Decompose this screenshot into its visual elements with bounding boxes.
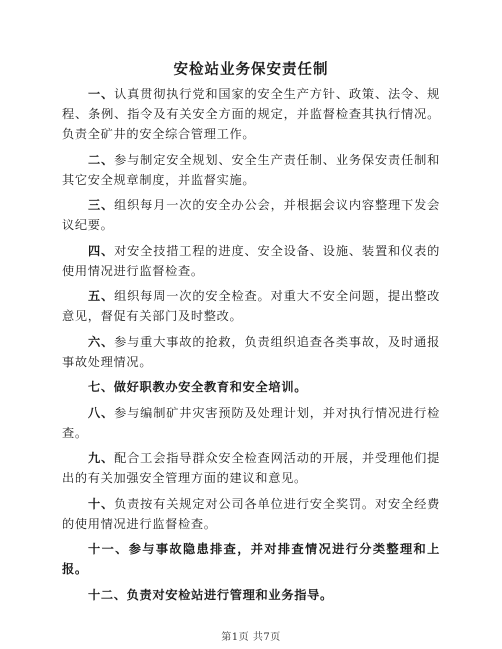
clause-number: 十二、 bbox=[88, 587, 127, 602]
clause-number: 十一、 bbox=[88, 542, 129, 556]
clause-4 bbox=[62, 241, 440, 281]
clause-text: 参与编制矿井灾害预防及处理计划，并对执行情况进行检查。 bbox=[62, 405, 441, 440]
clause-number: 十、 bbox=[88, 496, 115, 511]
clause-number: 一、 bbox=[88, 87, 115, 101]
clause-number: 九、 bbox=[88, 451, 115, 465]
clause-text: 配合工会指导群众安全检查网活动的开展，并受理他们提出的有关加强安全管理方面的建议和意见。 bbox=[62, 451, 441, 485]
clause-3 bbox=[62, 195, 440, 235]
clause-text: 对安全技措工程的进度、安全设备、设施、装置和仪表的使用情况进行监督检查。 bbox=[62, 243, 441, 278]
clause-number: 八、 bbox=[88, 405, 115, 420]
clause-text: 负责按有关规定对公司各单位进行安全奖罚。对安全经费的使用情况进行监督检查。 bbox=[62, 496, 441, 531]
clause-2 bbox=[62, 150, 440, 190]
clause-text: 参与制定安全规划、安全生产责任制、业务保安责任制和其它安全规章制度，并监督实施。 bbox=[62, 152, 441, 187]
clause-text: 负责对安检站进行管理和业务指导。 bbox=[126, 587, 333, 602]
clause-12 bbox=[62, 585, 440, 605]
clause-text: 认真贯彻执行党和国家的安全生产方针、政策、法令、规程、条例、指令及有关安全方面的规定，并监督检查其执行情况。负责全矿井的安全综合管理工作。 bbox=[62, 87, 441, 141]
clause-number: 二、 bbox=[88, 152, 115, 167]
clause-9 bbox=[62, 448, 440, 488]
clause-text: 参与事故隐患排查，并对排查情况进行分类整理和上报。 bbox=[62, 542, 440, 576]
clause-7 bbox=[62, 377, 440, 397]
clause-number: 四、 bbox=[88, 243, 115, 258]
clause-6 bbox=[62, 332, 440, 372]
document-title: 安检站业务保安责任制 bbox=[173, 61, 329, 78]
clause-8 bbox=[62, 403, 440, 443]
clause-text: 做好职教办安全教育和安全培训。 bbox=[113, 380, 308, 394]
clause-1 bbox=[62, 84, 440, 144]
clause-number: 三、 bbox=[88, 198, 115, 212]
clause-number: 五、 bbox=[88, 289, 115, 303]
clause-number: 六、 bbox=[88, 334, 115, 349]
clause-11 bbox=[62, 539, 440, 579]
clause-number: 七、 bbox=[88, 380, 114, 394]
clause-text: 参与重大事故的抢救，负责组织追查各类事故，及时通报事故处理情况。 bbox=[62, 334, 441, 369]
clause-10 bbox=[62, 494, 440, 534]
clause-text: 组织每月一次的安全办公会，并根据会议内容整理下发会议纪要。 bbox=[62, 198, 441, 232]
clause-text: 组织每周一次的安全检查。对重大不安全问题，提出整改意见，督促有关部门及时整改。 bbox=[62, 289, 441, 323]
page-number-footer: 第1页 共7页 bbox=[221, 632, 281, 643]
clause-5 bbox=[62, 286, 440, 326]
document-body bbox=[62, 84, 440, 610]
